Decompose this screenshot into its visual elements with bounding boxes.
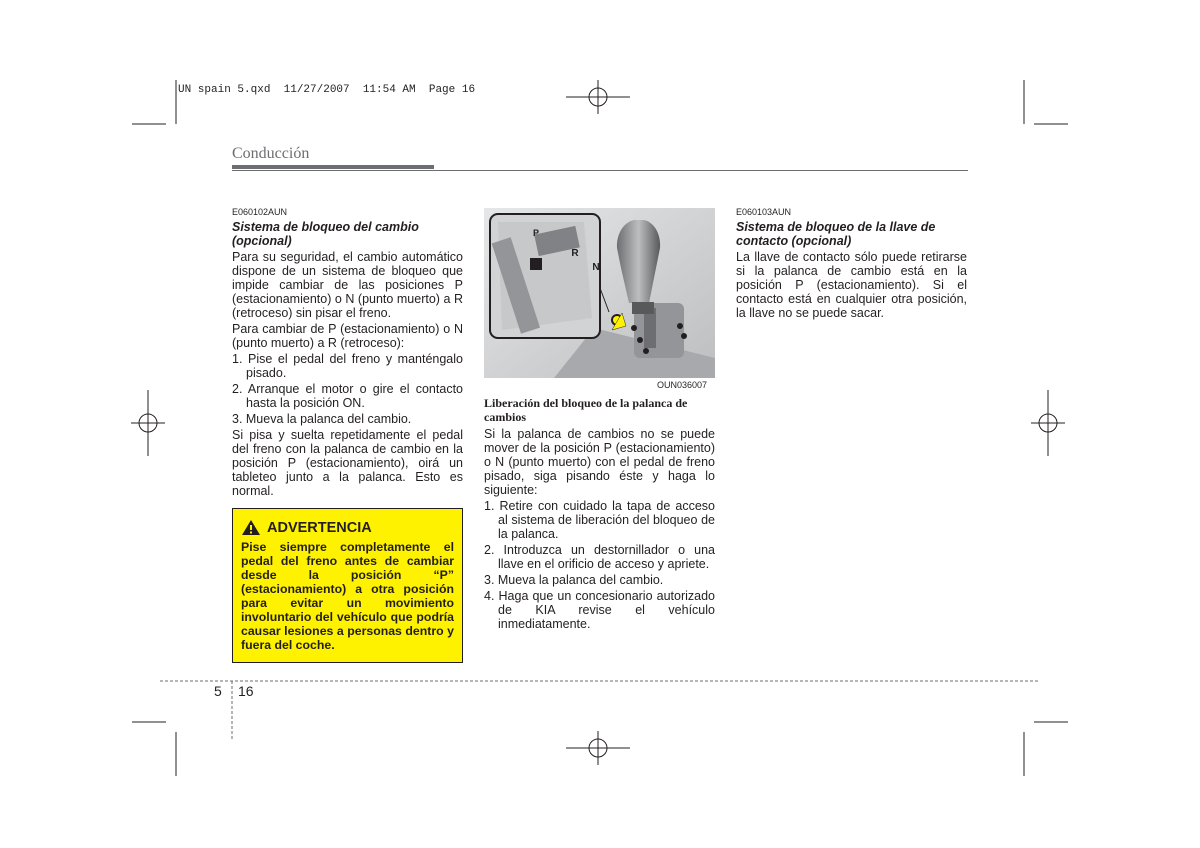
paragraph: La llave de contacto sólo puede retirarse si la palanca de cambio está en la posición P (estacionamiento). Si el contacto está en cualquier otra posición, la llave no se puede sacar. bbox=[736, 250, 967, 320]
paragraph: Si pisa y suelta repetidamente el pedal del freno con la palanca de cambio en la posición P (estacionamiento), oirá un tableteo junto a la palanca. Esto es normal. bbox=[232, 428, 463, 498]
chapter-number: 5 bbox=[214, 683, 222, 699]
gear-label-n: N bbox=[592, 262, 600, 273]
paragraph: Para cambiar de P (estacionamiento) o N (punto muerto) a R (retroceso): bbox=[232, 322, 463, 350]
gear-label-r: R bbox=[571, 248, 579, 259]
list-item: 1. Pise el pedal del freno y manténgalo pisado. bbox=[232, 352, 463, 380]
list-item: 3. Mueva la palanca del cambio. bbox=[232, 412, 412, 426]
gear-label-p: P bbox=[532, 228, 540, 238]
list-item: 4. Haga que un concesionario autorizado de KIA revise el vehículo inmediatamente. bbox=[484, 589, 715, 631]
warning-text: Pise siempre completamente el pedal del freno antes de cambiar desde la posición “P” (estacionamiento) a otra posición para evitar un movimiento involuntario del vehículo que podría causar lesiones a personas dentro y fuera del coche. bbox=[241, 540, 454, 652]
section-code: E060103AUN bbox=[736, 207, 792, 217]
image-caption: OUN036007 bbox=[657, 380, 708, 390]
paragraph: Para su seguridad, el cambio automático dispone de un sistema de bloqueo que impide cambiar de las posiciones P (estacionamiento) o N (punto muerto) a R (retroceso) sin pisar el freno. bbox=[232, 250, 463, 320]
section-subtitle: Sistema de bloqueo del cambio (opcional) bbox=[232, 220, 419, 248]
section-subtitle: Sistema de bloqueo de la llave de contacto (opcional) bbox=[736, 220, 936, 248]
list-item: 2. Introduzca un destornillador o una llave en el orificio de acceso y apriete. bbox=[484, 543, 715, 571]
list-item: 3. Mueva la palanca del cambio. bbox=[484, 573, 664, 587]
section-title: Conducción bbox=[232, 145, 310, 162]
file-slug: UN spain 5.qxd 11/27/2007 11:54 AM Page 16 bbox=[178, 84, 476, 96]
list-item: 1. Retire con cuidado la tapa de acceso al sistema de liberación del bloqueo de la palanca. bbox=[484, 499, 715, 541]
page-number: 16 bbox=[238, 683, 254, 699]
list-item: 2. Arranque el motor o gire el contacto hasta la posición ON. bbox=[232, 382, 463, 410]
paragraph: Si la palanca de cambios no se puede mover de la posición P (estacionamiento) o N (punto muerto) con el pedal de freno pisado, siga pisando éste y haga lo siguiente: bbox=[484, 427, 715, 497]
warning-title: ADVERTENCIA bbox=[267, 519, 372, 536]
section-heading: Liberación del bloqueo de la palanca de cambios bbox=[484, 396, 688, 424]
section-code: E060102AUN bbox=[232, 207, 288, 217]
